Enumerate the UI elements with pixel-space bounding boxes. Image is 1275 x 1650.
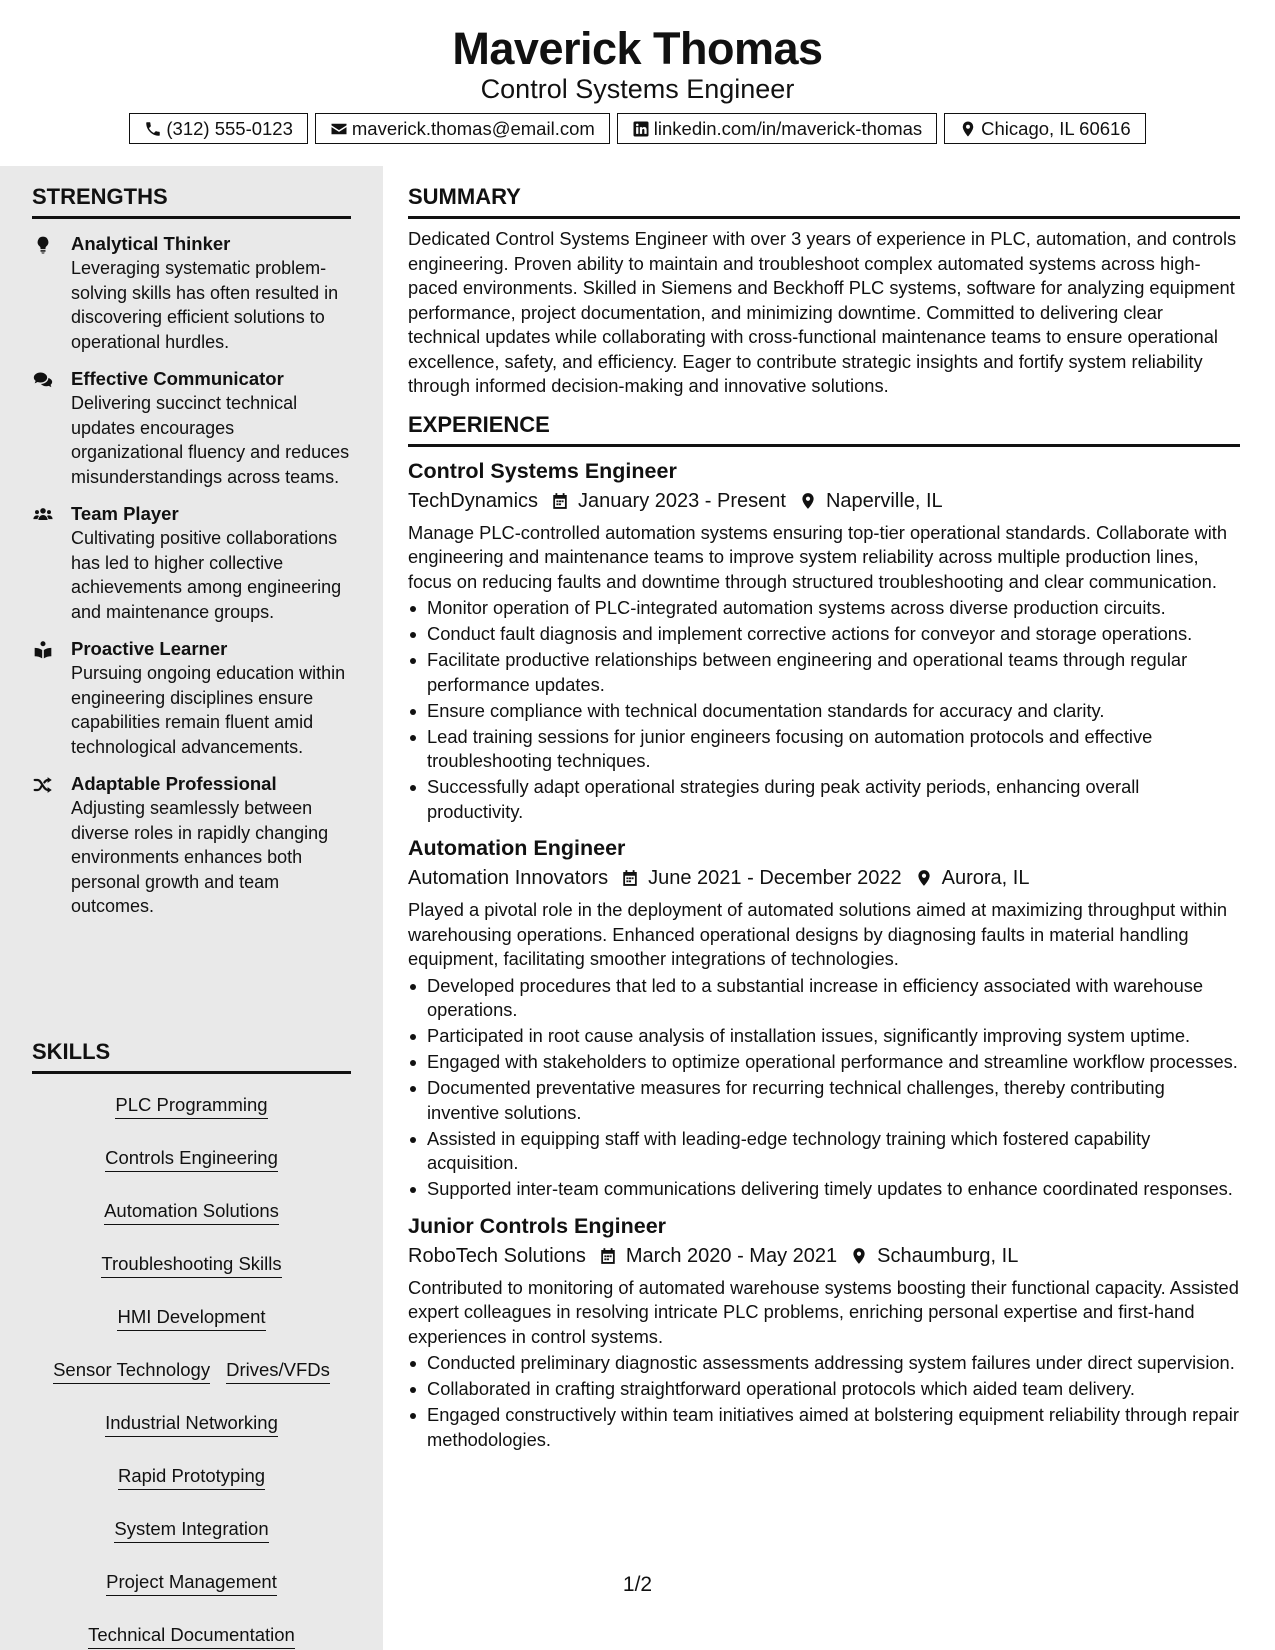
- skill-tag: Automation Solutions: [104, 1198, 279, 1225]
- summary-text: Dedicated Control Systems Engineer with over 3 years of experience in PLC, automation, and controls engineering. Proven ability to maintain and troubleshoot complex automated systems across high-paced environments. Skilled in Siemens and Beckhoff PLC systems, software for analyzing equipment performance, project documentation, and minimizing downtime. Committed to delivering clear technical updates while collaborating with cross-functional maintenance teams to ensure operational excellence, safety, and efficiency. Eager to contribute strategic insights and fortify system reliability through informed decision-making and innovative solutions.: [408, 228, 1237, 396]
- contact-phone-text: (312) 555-0123: [166, 117, 293, 139]
- lightbulb-icon: [32, 235, 54, 255]
- skill-tag: Project Management: [106, 1569, 277, 1596]
- contact-linkedin[interactable]: [617, 113, 937, 144]
- contact-location[interactable]: [944, 113, 1145, 144]
- experience-section: [408, 399, 1240, 1453]
- skill-tag: PLC Programming: [115, 1092, 267, 1119]
- job-title: Junior Controls Engineer: [408, 1213, 667, 1238]
- strength-title: Effective Communicator: [71, 368, 284, 389]
- job-description: Manage PLC-controlled automation systems ensuring top-tier operational standards. Collaborate with engineering and maintenance teams to improve system reliability across multiple production lines, focus on reducing faults and downtime through structured troubleshooting and clear communication.: [408, 521, 1228, 592]
- contact-linkedin-text: linkedin.com/in/maverick-thomas: [653, 117, 923, 139]
- envelope-icon: [330, 120, 348, 138]
- job-location: Aurora, IL: [941, 867, 1030, 889]
- map-pin-icon: [799, 491, 817, 511]
- job-location: Schaumburg, IL: [877, 1244, 1019, 1267]
- bullet-item: Engaged with stakeholders to optimize operational performance and streamline workflow processes.: [408, 1050, 1240, 1075]
- job-title: Automation Engineer: [408, 836, 626, 860]
- candidate-role: Control Systems Engineer: [480, 74, 795, 104]
- strength-description: Cultivating positive collaborations has led to higher collective achievements among engineering and maintenance groups.: [71, 528, 342, 622]
- calendar-icon: [599, 1246, 617, 1266]
- phone-icon: [144, 120, 162, 138]
- job-meta: [408, 864, 1240, 892]
- bullet-item: Ensure compliance with technical documentation standards for accuracy and clarity.: [408, 699, 1240, 724]
- job-dates: March 2020 - May 2021: [625, 1244, 838, 1267]
- job-dates: January 2023 - Present: [578, 489, 786, 512]
- job-entry: [408, 1212, 1240, 1453]
- strength-item: [32, 366, 351, 489]
- contact-bar: [0, 113, 1275, 144]
- users-icon: [32, 505, 54, 525]
- map-pin-icon: [959, 120, 977, 138]
- contact-location-text: Chicago, IL 60616: [981, 117, 1131, 139]
- chat-bubbles-icon: [32, 370, 54, 390]
- bullet-item: Facilitate productive relationships between engineering and operational teams through regular performance updates.: [408, 648, 1240, 697]
- job-entry: [408, 457, 1240, 825]
- strength-description: Delivering succinct technical updates encourages organizational fluency and reduces misunderstandings across teams.: [71, 393, 350, 487]
- skills-list: [32, 1074, 351, 1649]
- strength-item: [32, 501, 351, 624]
- summary-section: [408, 166, 1240, 399]
- bullet-item: Conducted preliminary diagnostic assessments addressing system failures under direct supervision.: [408, 1351, 1240, 1376]
- skill-tag: Industrial Networking: [105, 1410, 278, 1437]
- bullet-item: Lead training sessions for junior engineers focusing on automation protocols and effective troubleshooting techniques.: [408, 725, 1240, 774]
- strength-description: Leveraging systematic problem-solving skills has often resulted in discovering efficient solutions to operational hurdles.: [71, 258, 339, 352]
- bullet-item: Supported inter-team communications delivering timely updates to enhance coordinated responses.: [408, 1177, 1240, 1202]
- skill-tag: Troubleshooting Skills: [101, 1251, 281, 1278]
- job-bullets: [408, 974, 1240, 1202]
- skill-tag: Technical Documentation: [88, 1622, 295, 1649]
- job-location: Naperville, IL: [825, 489, 943, 512]
- summary-heading: SUMMARY: [408, 166, 1240, 219]
- bullet-item: Documented preventative measures for recurring technical challenges, thereby contributing inventive solutions.: [408, 1076, 1240, 1125]
- skill-tag: Controls Engineering: [105, 1145, 278, 1172]
- linkedin-icon: [632, 120, 650, 138]
- contact-email-text: maverick.thomas@email.com: [351, 117, 595, 139]
- skill-tag: HMI Development: [117, 1304, 265, 1331]
- bullet-item: Collaborated in crafting straightforward operational protocols which aided team delivery.: [408, 1377, 1240, 1402]
- bullet-item: Engaged constructively within team initiatives aimed at bolstering equipment reliability through repair methodologies.: [408, 1403, 1240, 1452]
- skill-tag: Sensor Technology: [53, 1357, 210, 1384]
- strength-title: Analytical Thinker: [71, 233, 231, 254]
- skill-tag: Drives/VFDs: [226, 1357, 330, 1384]
- strength-title: Adaptable Professional: [71, 773, 277, 794]
- bullet-item: Assisted in equipping staff with leading-edge technology training which fostered capability acquisition.: [408, 1127, 1240, 1176]
- calendar-icon: [621, 868, 639, 888]
- map-pin-icon: [850, 1246, 868, 1266]
- job-title: Control Systems Engineer: [408, 458, 677, 483]
- bullet-item: Developed procedures that led to a substantial increase in efficiency associated with warehouse operations.: [408, 974, 1240, 1023]
- strength-item: [32, 636, 351, 759]
- skills-heading: SKILLS: [32, 1021, 351, 1074]
- job-bullets: [408, 596, 1240, 824]
- book-reader-icon: [32, 640, 54, 660]
- bullet-item: Participated in root cause analysis of installation issues, significantly improving system uptime.: [408, 1024, 1240, 1049]
- job-dates: June 2021 - December 2022: [648, 867, 902, 889]
- strength-description: Adjusting seamlessly between diverse roles in rapidly changing environments enhances both personal growth and team outcomes.: [71, 798, 329, 916]
- skill-tag: System Integration: [114, 1516, 268, 1543]
- strengths-heading: STRENGTHS: [32, 166, 351, 219]
- contact-email[interactable]: [315, 113, 610, 144]
- experience-heading: EXPERIENCE: [408, 399, 1240, 447]
- strength-item: [32, 771, 351, 919]
- bullet-item: Successfully adapt operational strategies during peak activity periods, enhancing overall productivity.: [408, 775, 1240, 824]
- job-company: TechDynamics: [408, 489, 539, 512]
- bullet-item: Conduct fault diagnosis and implement corrective actions for conveyor and storage operations.: [408, 622, 1240, 647]
- sidebar: [0, 166, 383, 1650]
- job-entry: [408, 834, 1240, 1202]
- main-content: [408, 166, 1240, 1650]
- job-description: Contributed to monitoring of automated warehouse systems boosting their functional capacity. Assisted expert colleagues in resolving intricate PLC problems, enriching personal expertise and first-hand experiences in control systems.: [408, 1276, 1239, 1347]
- strengths-section: [32, 166, 351, 919]
- page-number: 1/2: [622, 1573, 653, 1596]
- calendar-icon: [551, 491, 569, 511]
- job-meta: [408, 1242, 1240, 1270]
- job-meta: [408, 487, 1240, 515]
- strength-item: [32, 231, 351, 354]
- skills-section: [32, 1021, 351, 1649]
- skill-tag: Rapid Prototyping: [118, 1463, 265, 1490]
- shuffle-icon: [32, 775, 54, 795]
- resume-header: [0, 0, 1275, 166]
- map-pin-icon: [915, 868, 933, 888]
- strength-description: Pursuing ongoing education within engineering disciplines ensure capabilities remain fluent amid technological advancements.: [71, 663, 346, 757]
- job-company: Automation Innovators: [408, 867, 609, 889]
- strength-title: Proactive Learner: [71, 638, 228, 659]
- job-company: RoboTech Solutions: [408, 1244, 586, 1267]
- strength-title: Team Player: [71, 503, 179, 524]
- job-description: Played a pivotal role in the deployment of automated solutions aimed at maximizing throughput within warehousing operations. Enhanced operational designs by diagnosing faults in material handling equipment, facilitating smoother integrations of technologies.: [408, 899, 1228, 969]
- candidate-name: Maverick Thomas: [452, 23, 823, 74]
- contact-phone[interactable]: [129, 113, 308, 144]
- bullet-item: Monitor operation of PLC-integrated automation systems across diverse production circuits.: [408, 596, 1240, 621]
- job-bullets: [408, 1351, 1240, 1452]
